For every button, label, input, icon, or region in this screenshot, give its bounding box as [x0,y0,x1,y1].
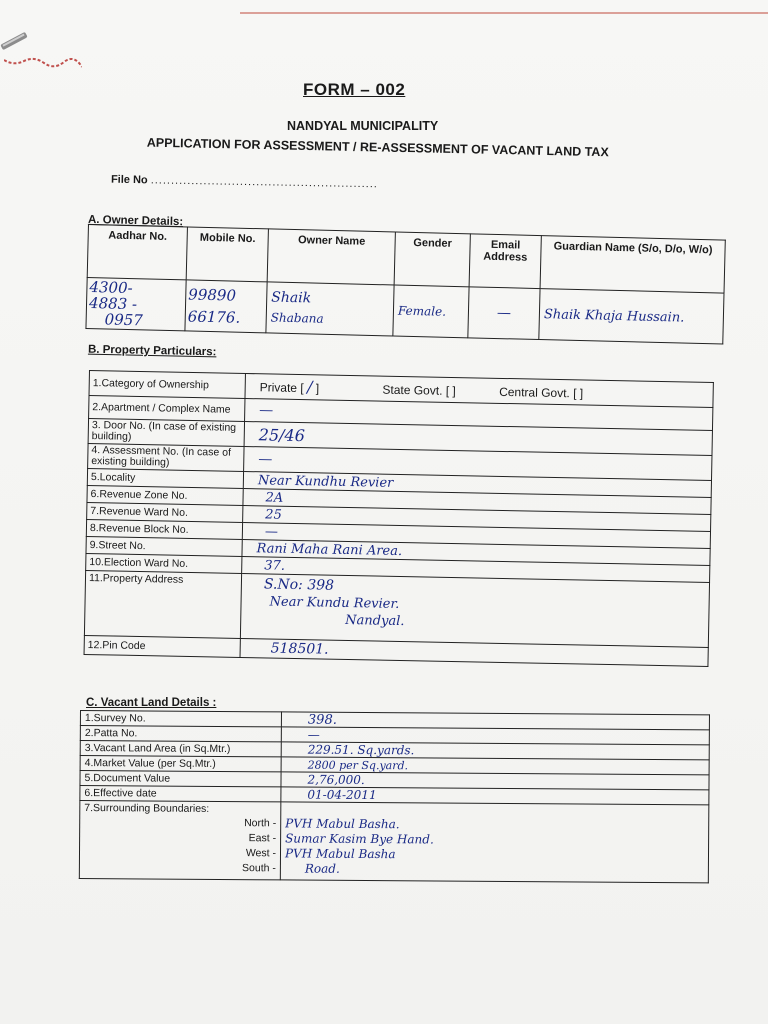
mobile-header: Mobile No. [186,227,268,282]
survey-value[interactable]: 398. [281,712,709,730]
market-value[interactable]: 2800 per Sq.yard. [281,757,709,775]
patta-label: 2.Patta No. [80,726,281,742]
pin-label: 12.Pin Code [84,635,240,657]
block-label: 8.Revenue Block No. [86,519,242,539]
effective-label: 6.Effective date [80,786,281,802]
private-checkmark: / [306,376,313,396]
owner-name-cell[interactable] [266,282,394,336]
central-govt-option[interactable]: Central Govt. [ ] [499,384,584,400]
property-section-label: B. Property Particulars: [87,343,217,359]
owner-section-label: A. Owner Details: [87,213,184,229]
mobile-line-1: 99890 [188,285,237,305]
address-line-1: S.No: 398 [263,576,335,594]
boundaries-values[interactable] [280,802,709,883]
guardian-value: Shaik Khaja Hussain. [543,306,685,326]
zone-label: 6.Revenue Zone No. [87,485,243,505]
guardian-cell[interactable] [539,289,724,344]
owner-name-line-1: Shaik [271,289,312,307]
address-line-3: Nandyal. [345,612,405,630]
ward-label: 7.Revenue Ward No. [87,502,243,522]
mobile-cell[interactable] [185,280,267,333]
south-value: Road. [304,861,340,876]
thread-icon [4,56,82,70]
west-label: West - [245,847,277,860]
street-label: 9.Street No. [86,536,242,556]
private-option[interactable]: Private [ / ] [259,376,320,396]
email-value: — [496,305,512,322]
document-value[interactable]: 2,76,000. [281,772,709,790]
street-value[interactable]: Rani Maha Rani Area. [242,539,710,565]
north-value: PVH Mabul Basha. [285,816,400,832]
east-label: East - [248,832,277,845]
owner-name-header: Owner Name [267,229,395,285]
aadhar-line-2: 4883 - [88,294,138,314]
file-number-field[interactable]: ........................................................ [150,174,378,191]
survey-label: 1.Survey No. [80,711,281,727]
gender-value: Female. [397,303,447,319]
east-value: Sumar Kasim Bye Hand. [285,831,434,847]
owner-details-table [85,224,725,345]
file-number [111,174,378,191]
boundaries-row [79,801,709,883]
aadhar-cell[interactable] [86,277,186,330]
email-header: Email Address [469,234,541,289]
ward-value[interactable]: 25 [243,505,711,531]
gender-cell[interactable] [393,285,469,338]
door-label: 3. Door No. (In case of existing building) [88,419,244,447]
property-particulars-table [84,370,714,667]
mobile-line-2: 66176. [187,307,241,327]
application-title: APPLICATION FOR ASSESSMENT / RE-ASSESSMENT OF VACANT LAND TAX [146,135,609,160]
apartment-label: 2.Apartment / Complex Name [89,396,245,422]
west-value: PVH Mabul Basha [284,846,396,862]
aadhar-line-3: 0957 [104,310,144,330]
email-cell[interactable] [468,287,540,340]
election-value[interactable]: 37. [242,556,710,582]
vacant-section-label: C. Vacant Land Details : [86,697,217,709]
vacant-land-table [79,710,710,883]
market-label: 4.Market Value (per Sq.Mtr.) [80,756,281,772]
address-value[interactable] [240,573,709,647]
owner-name-line-2: Shabana [270,310,324,326]
effective-value[interactable]: 01-04-2011 [281,787,709,805]
locality-value[interactable]: Near Kundhu Revier [243,471,711,497]
file-number-label: File No [110,173,148,187]
door-value[interactable]: 25/46 [244,421,712,455]
state-govt-option[interactable]: State Govt. [ ] [382,382,456,398]
area-label: 3.Vacant Land Area (in Sq.Mtr.) [80,741,281,757]
gender-header: Gender [394,232,470,287]
locality-label: 5.Locality [87,468,243,488]
assessment-value[interactable]: — [244,446,712,480]
address-line-2: Near Kundu Revier. [269,594,400,612]
area-value[interactable]: 229.51. Sq.yards. [281,742,709,760]
aadhar-line-1: 4300- [89,278,133,298]
zone-value[interactable]: 2A [243,488,711,514]
address-row [84,570,709,647]
aadhar-header: Aadhar No. [87,225,187,280]
election-label: 10.Election Ward No. [86,553,242,573]
guardian-header: Guardian Name (S/o, D/o, W/o) [540,236,725,293]
pin-value[interactable]: 518501. [240,638,708,666]
document-label: 5.Document Value [80,771,281,787]
boundaries-label: 7.Surrounding Boundaries: [84,802,210,815]
boundaries-label-cell [79,801,281,880]
north-label: North - [244,817,277,830]
top-edge-line [240,12,768,14]
apartment-value[interactable]: — [245,398,713,430]
patta-value[interactable]: — [281,727,709,745]
municipality-name: NANDYAL MUNICIPALITY [287,119,439,133]
form-title: FORM – 002 [303,80,406,99]
block-value[interactable]: — [242,522,710,548]
south-label: South - [241,862,276,875]
address-label: 11.Property Address [84,570,241,638]
staple-icon [0,28,30,54]
ownership-label: 1.Category of Ownership [89,371,245,399]
assessment-label: 4. Assessment No. (In case of existing building) [88,443,244,471]
